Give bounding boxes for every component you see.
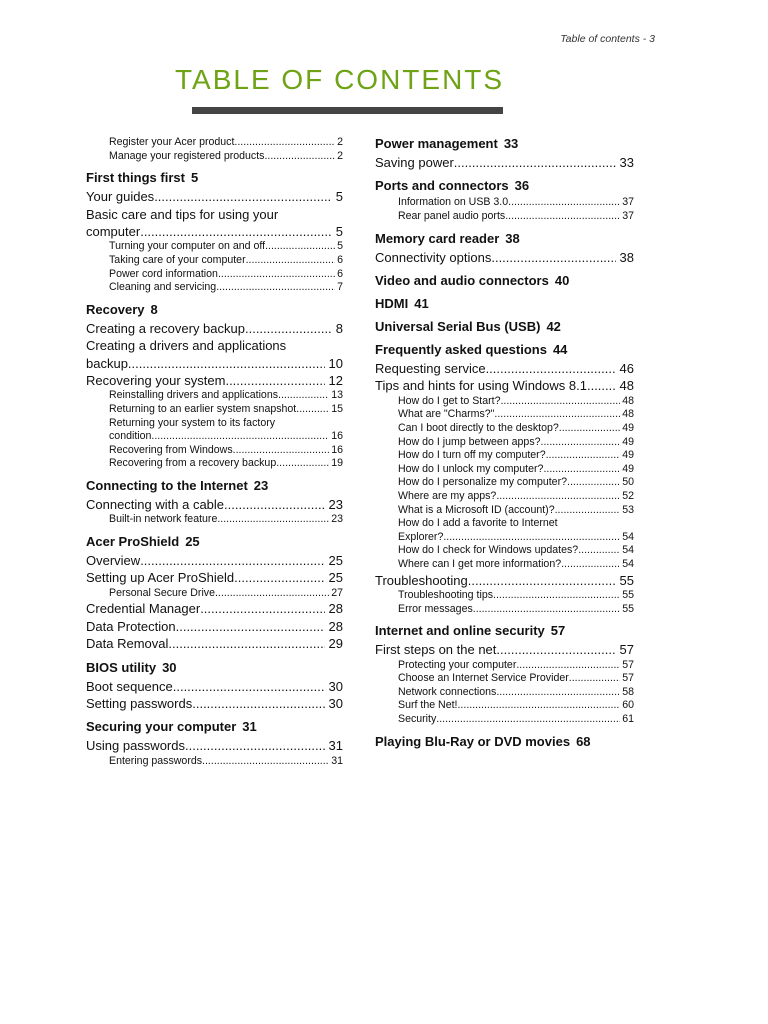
- toc-entry-page: 46: [619, 361, 634, 376]
- toc-leader-dots: [496, 490, 620, 504]
- toc-entry-page: 7: [337, 281, 343, 294]
- toc-entry[interactable]: [375, 154, 634, 171]
- toc-entry-title: What is a Microsoft ID (account)?: [398, 503, 555, 516]
- toc-leader-dots: [494, 408, 620, 422]
- toc-section-heading[interactable]: [86, 534, 343, 550]
- toc-leader-dots: [265, 240, 335, 254]
- toc-entry-page: 29: [328, 636, 343, 652]
- toc-entry-title: How do I get to Start?: [398, 394, 501, 407]
- toc-entry-continuation: [86, 223, 343, 240]
- toc-leader-dots: [176, 618, 325, 635]
- toc-leader-dots: [491, 249, 615, 266]
- toc-section-title: Recovery: [86, 301, 145, 317]
- toc-entry-title: Information on USB 3.0: [398, 196, 509, 209]
- toc-entry[interactable]: [86, 569, 343, 586]
- toc-leader-dots: [246, 254, 335, 268]
- toc-entry[interactable]: [375, 641, 634, 658]
- toc-entry-title: Manage your registered products: [109, 149, 265, 162]
- toc-subentry[interactable]: [375, 463, 634, 477]
- toc-leader-dots: [128, 355, 325, 372]
- toc-entry-page: 5: [337, 240, 343, 253]
- toc-subentry[interactable]: [375, 558, 634, 572]
- toc-entry-page: 33: [619, 155, 634, 170]
- toc-entry-page: 55: [619, 572, 634, 588]
- toc-entry-page: 25: [328, 570, 343, 586]
- toc-leader-dots: [215, 587, 329, 601]
- toc-entry[interactable]: [86, 188, 343, 205]
- toc-section-page: 25: [185, 533, 200, 549]
- toc-entry-title: Troubleshooting tips: [398, 588, 494, 601]
- toc-leader-dots: [493, 589, 620, 603]
- toc-entry-title: Returning your system to its factory: [109, 416, 276, 429]
- toc-entry-title: Basic care and tips for using your: [86, 206, 279, 222]
- toc-leader-dots: [296, 403, 329, 417]
- toc-leader-dots: [555, 504, 621, 518]
- toc-section-page: 30: [162, 659, 177, 675]
- toc-entry-title: Entering passwords: [109, 754, 203, 767]
- toc-entry-page: 2: [337, 149, 343, 162]
- toc-entry[interactable]: [375, 572, 634, 589]
- toc-subentry[interactable]: [375, 672, 634, 686]
- title-rule: [192, 107, 503, 114]
- toc-leader-dots: [234, 136, 335, 150]
- toc-entry-page: 30: [328, 696, 343, 711]
- toc-entry-page: 54: [622, 544, 634, 557]
- toc-entry-title: Surf the Net!: [398, 699, 458, 712]
- toc-leader-dots: [567, 476, 620, 490]
- toc-entry-title: Data Removal: [86, 636, 169, 652]
- toc-entry-title: How do I add a favorite to Internet: [398, 517, 558, 530]
- toc-entry-page: 49: [622, 422, 634, 434]
- toc-entry-title: Connecting with a cable: [86, 496, 225, 512]
- toc-leader-dots: [496, 641, 615, 658]
- toc-entry-page: 55: [622, 588, 634, 601]
- toc-leader-dots: [486, 360, 616, 377]
- toc-entry-page: 28: [328, 601, 343, 617]
- toc-entry-title: Recovering from Windows: [109, 443, 233, 456]
- toc-section-title: Memory card reader: [375, 230, 500, 246]
- toc-subentry[interactable]: [375, 395, 634, 409]
- toc-subentry[interactable]: [86, 268, 343, 282]
- toc-subentry[interactable]: [375, 422, 634, 436]
- toc-subentry[interactable]: [375, 699, 634, 713]
- toc-leader-dots: [276, 457, 329, 471]
- toc-entry-title: Protecting your computer: [398, 658, 517, 671]
- toc-entry-title: Error messages: [398, 602, 473, 615]
- toc-entry-title: Troubleshooting: [375, 572, 468, 588]
- toc-leader-dots: [216, 281, 335, 295]
- toc-section-page: 31: [242, 719, 257, 735]
- toc-entry-title: Data Protection: [86, 618, 176, 634]
- toc-subentry[interactable]: [86, 417, 343, 444]
- toc-entry-title: How do I check for Windows updates?: [398, 544, 579, 557]
- toc-section-page: 38: [505, 230, 520, 246]
- toc-section-title: HDMI: [375, 296, 409, 311]
- toc-entry-title: Setting up Acer ProShield: [86, 570, 235, 586]
- toc-entry-title: Built-in network feature: [109, 513, 218, 526]
- toc-section-heading[interactable]: [375, 296, 634, 312]
- toc-entry-title: Setting passwords: [86, 696, 193, 711]
- toc-entry-continuation: [109, 430, 343, 444]
- toc-leader-dots: [546, 449, 621, 463]
- toc-entry-page: 5: [335, 224, 343, 239]
- toc-entry-page: 10: [328, 355, 343, 371]
- toc-leader-dots: [278, 389, 329, 403]
- toc-entry-title: Returning to an earlier system snapshot: [109, 403, 297, 415]
- toc-entry-title: Security: [398, 712, 437, 725]
- toc-section-page: 5: [190, 170, 199, 186]
- toc-entry-title: How do I personalize my computer?: [398, 476, 567, 489]
- toc-leader-dots: [505, 210, 620, 224]
- toc-leader-dots: [217, 513, 329, 527]
- toc-entry-page: 16: [331, 430, 343, 443]
- toc-leader-dots: [587, 377, 616, 394]
- toc-entry-page: 13: [331, 389, 343, 402]
- toc-leader-dots: [224, 496, 325, 513]
- toc-section-heading[interactable]: [86, 478, 343, 494]
- toc-entry-page: 49: [622, 449, 634, 462]
- toc-leader-dots: [543, 463, 620, 477]
- toc-leader-dots: [578, 544, 620, 558]
- toc-entry-title: Taking care of your computer: [109, 254, 246, 266]
- toc-entry-page: 31: [331, 754, 343, 767]
- toc-subentry[interactable]: [86, 389, 343, 403]
- toc-entry-title: Reinstalling drivers and applications: [109, 389, 279, 402]
- toc-section-page: 40: [554, 273, 570, 288]
- toc-entry-title: How do I jump between apps?: [398, 435, 541, 448]
- toc-entry-title-cont: Explorer?: [398, 530, 444, 543]
- toc-entry-title: Can I boot directly to the desktop?: [398, 422, 559, 434]
- toc-entry-title: How do I turn off my computer?: [398, 449, 546, 462]
- toc-leader-dots: [192, 695, 324, 712]
- toc-entry-title: Connectivity options: [375, 249, 492, 265]
- toc-section-page: 8: [150, 301, 158, 317]
- toc-entry-title: Rear panel audio ports: [398, 210, 506, 222]
- toc-section-heading[interactable]: [86, 170, 343, 186]
- toc-subentry[interactable]: [86, 254, 343, 268]
- toc-leader-dots: [443, 531, 620, 545]
- toc-entry-page: 28: [328, 618, 343, 634]
- toc-section-title: Video and audio connectors: [375, 273, 549, 288]
- toc-leader-dots: [168, 635, 324, 652]
- toc-leader-dots: [245, 320, 332, 337]
- toc-section-page: 57: [550, 623, 566, 639]
- toc-entry[interactable]: [86, 372, 343, 389]
- toc-entry-page: 8: [335, 320, 343, 336]
- toc-leader-dots: [496, 686, 620, 700]
- toc-section-title: Power management: [375, 136, 498, 151]
- toc-section-title: Connecting to the Internet: [86, 477, 248, 493]
- toc-subentry[interactable]: [86, 136, 343, 150]
- toc-entry-page: 31: [328, 738, 343, 754]
- toc-section-title: Ports and connectors: [375, 178, 509, 194]
- toc-subentry[interactable]: [375, 504, 634, 518]
- toc-leader-dots: [541, 436, 621, 450]
- toc-subentry[interactable]: [86, 457, 343, 471]
- toc-entry-page: 6: [337, 267, 343, 280]
- toc-entry-page: 48: [622, 408, 634, 421]
- toc-entry[interactable]: [86, 206, 343, 241]
- toc-entry-page: 57: [622, 658, 634, 671]
- toc-entry-page: 48: [619, 378, 634, 394]
- toc-entry-title: Power cord information: [109, 267, 218, 280]
- toc-entry-title: Using passwords: [86, 738, 185, 754]
- toc-entry-page: 23: [331, 513, 343, 526]
- toc-entry-title: Turning your computer on and off: [109, 240, 266, 253]
- toc-section-heading[interactable]: [375, 136, 634, 152]
- toc-leader-dots: [202, 755, 329, 769]
- toc-section-heading[interactable]: [375, 342, 634, 358]
- toc-subentry[interactable]: [375, 490, 634, 504]
- toc-subentry[interactable]: [375, 476, 634, 490]
- toc-entry-title: Credential Manager: [86, 601, 201, 617]
- toc-section-page: 33: [503, 136, 519, 151]
- toc-entry[interactable]: [86, 635, 343, 652]
- toc-entry-page: 6: [337, 254, 343, 266]
- page-title: TABLE OF CONTENTS: [175, 64, 505, 95]
- toc-subentry[interactable]: [375, 659, 634, 673]
- toc-subentry[interactable]: [86, 281, 343, 295]
- toc-entry-title: First steps on the net: [375, 642, 497, 658]
- toc-entry-page: 57: [622, 672, 634, 685]
- toc-entry-page: 38: [619, 249, 634, 265]
- toc-section-heading[interactable]: [375, 623, 634, 639]
- toc-leader-dots: [140, 552, 324, 569]
- toc-section-page: 44: [552, 342, 568, 357]
- toc-entry-page: 37: [622, 210, 634, 222]
- toc-leader-dots: [569, 672, 620, 686]
- toc-leader-dots: [151, 430, 329, 444]
- toc-entry[interactable]: [86, 618, 343, 635]
- toc-entry-title: Creating a recovery backup: [86, 320, 245, 336]
- toc-entry-title: Saving power: [375, 155, 454, 170]
- toc-entry-title: Network connections: [398, 685, 497, 698]
- toc-leader-dots: [457, 699, 620, 713]
- toc-entry[interactable]: [86, 737, 343, 754]
- toc-section-page: 68: [576, 733, 591, 749]
- toc-entry-continuation: [86, 355, 343, 372]
- toc-section-title: Playing Blu-Ray or DVD movies: [375, 733, 571, 749]
- toc-leader-dots: [516, 659, 620, 673]
- toc-section-page: 42: [546, 319, 561, 334]
- toc-section-title: BIOS utility: [86, 659, 157, 675]
- toc-entry-page: 27: [331, 586, 343, 599]
- toc-entry-page: 16: [331, 443, 343, 456]
- toc-entry-title: Recovering your system: [86, 373, 226, 388]
- toc-section-heading[interactable]: [375, 231, 634, 247]
- toc-subentry[interactable]: [375, 589, 634, 603]
- toc-leader-dots: [264, 150, 335, 164]
- toc-entry-page: 19: [331, 457, 343, 470]
- toc-entry-title: Recovering from a recovery backup: [109, 457, 277, 470]
- toc-entry-title: Your guides: [86, 189, 155, 205]
- toc-subentry[interactable]: [86, 150, 343, 164]
- toc-subentry[interactable]: [375, 408, 634, 422]
- toc-entry[interactable]: [86, 600, 343, 617]
- toc-entry-page: 54: [622, 530, 634, 543]
- toc-entry-page: 50: [622, 476, 634, 489]
- toc-section-heading[interactable]: [86, 719, 343, 735]
- toc-subentry[interactable]: [86, 403, 343, 417]
- toc-section-heading[interactable]: [375, 273, 634, 289]
- toc-subentry[interactable]: [375, 210, 634, 224]
- toc-entry[interactable]: [375, 360, 634, 377]
- toc-column-left: [86, 136, 343, 768]
- toc-entry-page: 49: [622, 462, 634, 475]
- toc-entry-page: 23: [328, 496, 343, 512]
- toc-subentry[interactable]: [375, 603, 634, 617]
- toc-subentry[interactable]: [86, 444, 343, 458]
- toc-leader-dots: [454, 154, 616, 171]
- toc-entry-page: 57: [619, 642, 634, 658]
- toc-entry[interactable]: [86, 695, 343, 712]
- toc-leader-dots: [473, 603, 620, 617]
- toc-subentry[interactable]: [375, 196, 634, 210]
- toc-entry-title: Personal Secure Drive: [109, 586, 215, 599]
- toc-subentry[interactable]: [86, 513, 343, 527]
- toc-entry-page: 2: [337, 136, 343, 148]
- toc-entry-page: 52: [622, 489, 634, 502]
- toc-entry-page: 12: [328, 373, 343, 388]
- toc-leader-dots: [140, 223, 332, 240]
- toc-entry-title: Where are my apps?: [398, 489, 497, 502]
- toc-entry-page: 61: [622, 712, 634, 725]
- running-header: Table of contents - 3: [560, 33, 655, 45]
- toc-section-title: Securing your computer: [86, 719, 237, 735]
- toc-entry[interactable]: [86, 552, 343, 569]
- toc-entry-title: Creating a drivers and applications: [86, 338, 287, 354]
- toc-leader-dots: [218, 268, 335, 282]
- toc-entry-page: 5: [335, 189, 343, 205]
- toc-section-heading[interactable]: [86, 660, 343, 676]
- toc-leader-dots: [173, 678, 325, 695]
- toc-entry-title: How do I unlock my computer?: [398, 462, 544, 475]
- toc-entry-page: 48: [622, 394, 634, 407]
- toc-leader-dots: [559, 422, 620, 436]
- toc-leader-dots: [154, 188, 332, 205]
- toc-leader-dots: [500, 395, 620, 409]
- toc-leader-dots: [185, 737, 325, 754]
- toc-entry-page: 53: [622, 503, 634, 516]
- toc-entry-title: Overview: [86, 552, 141, 568]
- toc-entry-page: 55: [622, 602, 634, 615]
- toc-subentry[interactable]: [375, 449, 634, 463]
- toc-entry[interactable]: [375, 249, 634, 266]
- toc-leader-dots: [200, 600, 324, 617]
- toc-entry-page: 37: [622, 196, 634, 209]
- toc-section-title: Universal Serial Bus (USB): [375, 319, 541, 334]
- toc-entry-title: Boot sequence: [86, 678, 173, 694]
- toc-entry-page: 25: [328, 552, 343, 568]
- toc-section-heading[interactable]: [375, 734, 634, 750]
- toc-entry-title-cont: computer: [86, 224, 141, 239]
- toc-entry-title-cont: backup: [86, 355, 128, 371]
- toc-subentry[interactable]: [375, 713, 634, 727]
- toc-section-page: 23: [253, 477, 269, 493]
- toc-entry-continuation: [398, 531, 634, 545]
- toc-leader-dots: [233, 444, 330, 458]
- toc-subentry[interactable]: [86, 755, 343, 769]
- toc-subentry[interactable]: [86, 240, 343, 254]
- toc-entry[interactable]: [375, 377, 634, 394]
- toc-subentry[interactable]: [375, 517, 634, 544]
- toc-leader-dots: [468, 572, 616, 589]
- toc-section-page: 41: [414, 296, 429, 311]
- toc-leader-dots: [508, 196, 620, 210]
- toc-section-title: Acer ProShield: [86, 533, 180, 549]
- toc-entry-title: Where can I get more information?: [398, 557, 562, 570]
- toc-entry-page: 49: [622, 435, 634, 448]
- toc-section-heading[interactable]: [375, 319, 634, 335]
- toc-column-right: [375, 136, 634, 752]
- toc-entry-page: 30: [328, 678, 343, 694]
- toc-leader-dots: [234, 569, 324, 586]
- toc-leader-dots: [561, 558, 620, 572]
- toc-entry[interactable]: [86, 320, 343, 337]
- toc-entry-page: 58: [622, 685, 634, 698]
- toc-entry-title: Cleaning and servicing: [109, 281, 217, 294]
- toc-entry-page: 15: [331, 403, 343, 415]
- toc-entry-page: 60: [622, 699, 634, 712]
- toc-subentry[interactable]: [375, 436, 634, 450]
- toc-section-title: Frequently asked questions: [375, 342, 547, 357]
- toc-entry[interactable]: [86, 496, 343, 513]
- toc-leader-dots: [436, 713, 620, 727]
- toc-entry-title: Requesting service: [375, 361, 486, 376]
- toc-section-title: First things first: [86, 170, 185, 186]
- toc-entry-page: 54: [622, 557, 634, 570]
- toc-subentry[interactable]: [86, 587, 343, 601]
- toc-subentry[interactable]: [375, 544, 634, 558]
- toc-section-page: 36: [514, 178, 530, 194]
- toc-section-heading[interactable]: [86, 302, 343, 318]
- toc-entry[interactable]: [86, 337, 343, 372]
- toc-entry-title: What are "Charms?": [398, 408, 495, 421]
- toc-entry-title: Tips and hints for using Windows 8.1: [375, 378, 587, 394]
- toc-subentry[interactable]: [375, 686, 634, 700]
- toc-entry-title: Choose an Internet Service Provider: [398, 672, 569, 685]
- toc-entry-title-cont: condition: [109, 430, 152, 443]
- toc-leader-dots: [225, 372, 324, 389]
- toc-section-heading[interactable]: [375, 178, 634, 194]
- toc-entry[interactable]: [86, 678, 343, 695]
- toc-entry-title: Register your Acer product: [109, 136, 235, 148]
- toc-section-title: Internet and online security: [375, 623, 545, 639]
